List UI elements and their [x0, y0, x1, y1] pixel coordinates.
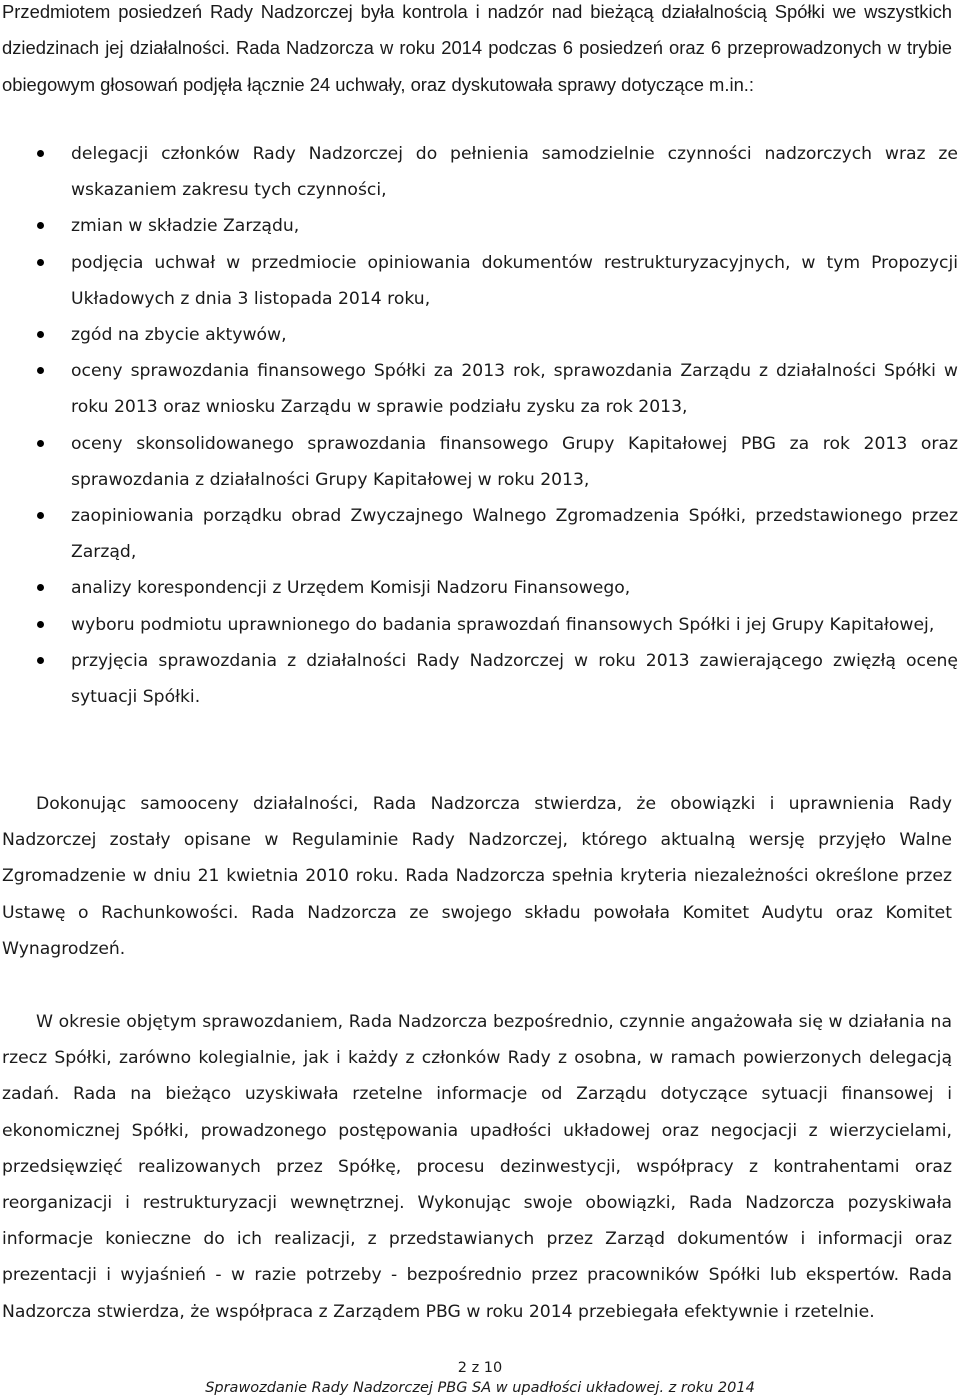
bullet-dot-icon	[37, 584, 44, 591]
page-number: 2 z 10	[457, 1360, 503, 1376]
list-item-text: analizy korespondencji z Urzędem Komisji Nadzoru Finansowego,	[71, 578, 631, 599]
bullet-dot-icon	[37, 367, 44, 374]
list-item	[0, 498, 958, 570]
bullet-dot-icon	[37, 259, 44, 266]
engagement-paragraph: W okresie objętym sprawozdaniem, Rada Nadzorcza bezpośrednio, czynnie angażowała się w działania na rzecz Spółki, zarówno kolegialnie, jak i każdy z członków Rady z osobna, w ramach powierzonych delegacją zadań. Rada na bieżąco uzyskiwała rzetelne informacje od Zarządu dotyczące sytuacji finansowej i ekonomicznej Spółki, prowadzonego postępowania upadłości układowej oraz negocjacji z wierzycielami, przedsięwzięć realizowanych przez Spółkę, procesu dezinwestycji, współpracy z kontrahentami oraz reorganizacji i restrukturyzacji wewnętrznej. Wykonując swoje obowiązki, Rada Nadzorcza pozyskiwała informacje konieczne do ich realizacji, z przedstawianych przez Zarząd dokumentów i informacji oraz prezentacji i wyjaśnień - w razie potrzeby - bezpośrednio przez pracowników Spółki lub ekspertów. Rada Nadzorcza stwierdza, że współpraca z Zarządem PBG w roku 2014 przebiegała efektywnie i rzetelnie.	[2, 1012, 952, 1322]
list-item-text: oceny skonsolidowanego sprawozdania finansowego Grupy Kapitałowej PBG za rok 2013 oraz sprawozdania z działalności Grupy Kapitałowej w roku 2013,	[71, 433, 958, 490]
bullet-dot-icon	[37, 440, 44, 447]
bullet-dot-icon	[37, 222, 44, 229]
bullet-dot-icon	[37, 512, 44, 519]
list-item-text: delegacji członków Rady Nadzorczej do pełnienia samodzielnie czynności nadzorczych wraz ze wskazaniem zakresu tych czynności,	[71, 144, 958, 201]
list-item-text: wyboru podmiotu uprawnionego do badania sprawozdań finansowych Spółki i jej Grupy Kapitałowej,	[71, 614, 935, 635]
list-item-text: przyjęcia sprawozdania z działalności Rady Nadzorczej w roku 2013 zawierającego zwięzłą ocenę sytuacji Spółki.	[71, 650, 958, 708]
list-item	[0, 353, 958, 425]
footer-document-title: Sprawozdanie Rady Nadzorczej PBG SA w upadłości układowej. z roku 2014	[205, 1380, 755, 1396]
self-assessment-paragraph: Dokonując samooceny działalności, Rada Nadzorcza stwierdza, że obowiązki i uprawnienia Rady Nadzorczej zostały opisane w Regulaminie Rady Nadzorczej, którego aktualną wersję przyjęło Walne Zgromadzenie w dniu 21 kwietnia 2010 roku. Rada Nadzorcza spełnia kryteria niezależności określone przez Ustawę o Rachunkowości. Rada Nadzorcza ze swojego składu powołała Komitet Audytu oraz Komitet Wynagrodzeń.	[2, 794, 952, 959]
intro-paragraph: Przedmiotem posiedzeń Rady Nadzorczej była kontrola i nadzór nad bieżącą działalnością Spółki we wszystkich dziedzinach jej działalności. Rada Nadzorcza w roku 2014 podczas 6 posiedzeń oraz 6 przeprowadzonych w trybie obiegowym głosowań podjęła łącznie 24 uchwały, oraz dyskutowała sprawy dotyczące m.in.:	[2, 1, 952, 95]
list-item-text: oceny sprawozdania finansowego Spółki za 2013 rok, sprawozdania Zarządu z działalności Spółki w roku 2013 oraz wniosku Zarządu w sprawie podziału zysku za rok 2013,	[71, 361, 958, 418]
list-item	[0, 136, 958, 208]
list-item	[0, 643, 958, 715]
list-item-text: zgód na zbycie aktywów,	[71, 325, 287, 346]
bullet-dot-icon	[37, 657, 44, 664]
topics-bullet-list	[0, 136, 958, 715]
list-item	[0, 426, 958, 498]
bullet-dot-icon	[37, 331, 44, 338]
list-item-text: zmian w składzie Zarządu,	[71, 216, 300, 237]
bullet-dot-icon	[37, 621, 44, 628]
list-item	[0, 208, 958, 244]
list-item-text: zaopiniowania porządku obrad Zwyczajnego Walnego Zgromadzenia Spółki, przedstawionego przez Zarząd,	[71, 506, 958, 563]
list-item	[0, 245, 958, 317]
bullet-dot-icon	[37, 150, 44, 157]
list-item-text: podjęcia uchwał w przedmiocie opiniowania dokumentów restrukturyzacyjnych, w tym Propozycji Układowych z dnia 3 listopada 2014 roku,	[71, 252, 958, 309]
list-item	[0, 607, 958, 643]
list-item	[0, 317, 958, 353]
list-item	[0, 570, 958, 606]
